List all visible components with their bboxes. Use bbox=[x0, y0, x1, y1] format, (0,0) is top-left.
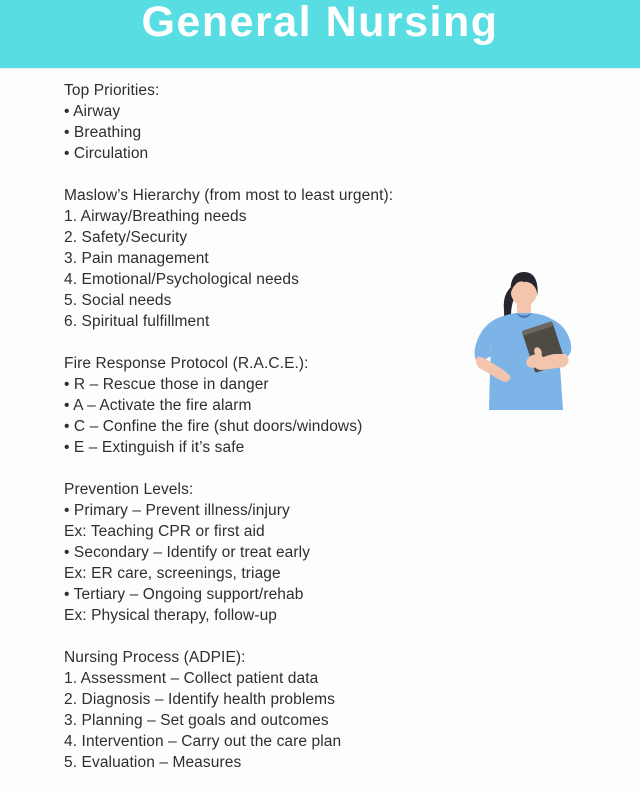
section-line: 3. Pain management bbox=[64, 250, 209, 267]
section-line: 4. Intervention – Carry out the care plan bbox=[64, 733, 342, 750]
section-line: 4. Emotional/Psychological needs bbox=[64, 271, 299, 288]
section-line: • R – Rescue those in danger bbox=[64, 376, 269, 393]
header-banner bbox=[0, 0, 640, 69]
section bbox=[64, 479, 640, 626]
section-line: 1. Assessment – Collect patient data bbox=[64, 670, 319, 687]
section-line: 1. Airway/Breathing needs bbox=[64, 208, 247, 225]
nurse-illustration bbox=[458, 260, 590, 410]
section-line: 3. Planning – Set goals and outcomes bbox=[64, 712, 329, 729]
section-line: 2. Safety/Security bbox=[64, 229, 188, 246]
section-line: Ex: Teaching CPR or first aid bbox=[64, 523, 265, 540]
section-line: • E – Extinguish if it’s safe bbox=[64, 439, 245, 456]
sections-list bbox=[64, 80, 640, 773]
section-line: • Circulation bbox=[64, 145, 149, 162]
section-line: 6. Spiritual fulfillment bbox=[64, 313, 210, 330]
section-line: • C – Confine the fire (shut doors/windows) bbox=[64, 418, 363, 435]
nurse-illustration-svg bbox=[458, 260, 590, 410]
section-heading: Nursing Process (ADPIE): bbox=[64, 649, 246, 666]
section-line: • Tertiary – Ongoing support/rehab bbox=[64, 586, 304, 603]
section-line: 5. Evaluation – Measures bbox=[64, 754, 242, 771]
section-heading: Fire Response Protocol (R.A.C.E.): bbox=[64, 355, 309, 372]
section bbox=[64, 80, 640, 164]
section-line: • A – Activate the fire alarm bbox=[64, 397, 252, 414]
section-line: • Secondary – Identify or treat early bbox=[64, 544, 311, 561]
section-heading: Top Priorities: bbox=[64, 82, 160, 99]
section-line: 2. Diagnosis – Identify health problems bbox=[64, 691, 335, 708]
section-line: • Airway bbox=[64, 103, 121, 120]
section-heading: Maslow’s Hierarchy (from most to least urgent): bbox=[64, 187, 394, 204]
section-line: Ex: ER care, screenings, triage bbox=[64, 565, 281, 582]
section-line: • Breathing bbox=[64, 124, 142, 141]
section-line: • Primary – Prevent illness/injury bbox=[64, 502, 290, 519]
section bbox=[64, 647, 640, 773]
section-heading: Prevention Levels: bbox=[64, 481, 194, 498]
content-area bbox=[0, 68, 640, 792]
section-line: Ex: Physical therapy, follow-up bbox=[64, 607, 278, 624]
section-line: 5. Social needs bbox=[64, 292, 172, 309]
page-title: General Nursing bbox=[141, 0, 499, 46]
